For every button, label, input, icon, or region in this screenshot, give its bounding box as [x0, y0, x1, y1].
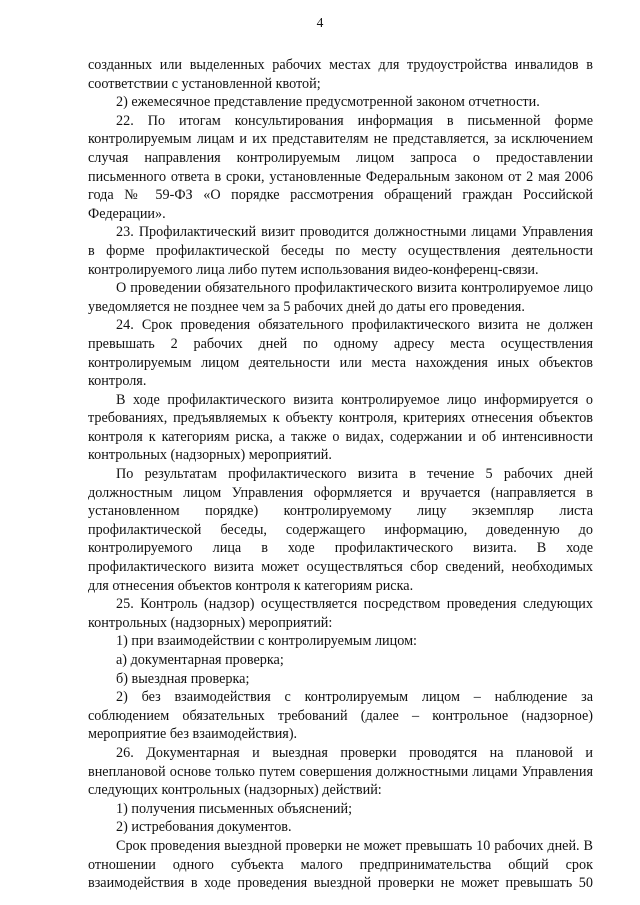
paragraph: 26. Документарная и выездная проверки проводятся на плановой и внеплановой основе только путем совершения должностными лицами Управления следующих контрольных (надзорных) действий:	[88, 744, 593, 799]
document-body	[88, 56, 593, 893]
paragraph: б) выездная проверка;	[116, 670, 250, 687]
paragraph: О проведении обязательного профилактического визита контролируемое лицо уведомляется не позднее чем за 5 рабочих дней до даты его проведения.	[88, 280, 593, 315]
paragraph: В ходе профилактического визита контролируемое лицо информируется о требованиях, предъявляемых к объекту контроля, критериях отнесения объектов контроля к категориям риска, а также о видах, содержании и об интенсивности контрольных (надзорных) мероприятий.	[88, 391, 593, 464]
paragraph: а) документарная проверка;	[116, 652, 284, 668]
page-number: 4	[316, 15, 324, 30]
paragraph: По результатам профилактического визита в течение 5 рабочих дней должностным лицом Управления оформляется и вручается (направляется в установленном порядке) контролируемому лицу экземпляр листа профилактической беседы, содержащего информацию, доведенную до контролируемого лица в ходе профилактического визита. В ходе профилактического визита может осуществляться сбор сведений, необходимых для отнесения объектов контроля к категориям риска.	[88, 466, 593, 594]
paragraph: 1) получения письменных объяснений;	[116, 800, 353, 817]
paragraph: 2) без взаимодействия с контролируемым лицом – наблюдение за соблюдением обязательных требований (далее – контрольное (надзорное) мероприятие без взаимодействия).	[88, 689, 593, 743]
paragraph: 25. Контроль (надзор) осуществляется посредством проведения следующих контрольных (надзорных) мероприятий:	[88, 596, 593, 631]
paragraph: созданных или выделенных рабочих местах для трудоустройства инвалидов в соответствии с установленной квотой;	[88, 57, 593, 92]
paragraph: 22. По итогам консультирования информация в письменной форме контролируемым лицам и их представителям не представляется, за исключением случая направления контролируемым лицом запроса о предоставлении письменного ответа в сроки, установленные Федеральным законом от 2 мая 2006 года № 59-ФЗ «О порядке рассмотрения обращений граждан Российской Федерации».	[88, 112, 593, 222]
paragraph: 2) ежемесячное представление предусмотренной законом отчетности.	[116, 94, 540, 111]
paragraph: Срок проведения выездной проверки не может превышать 10 рабочих дней. В отношении одного субъекта малого предпринимательства общий срок взаимодействия в ходе проведения выездной проверки не может превышать 50	[88, 837, 593, 892]
paragraph: 24. Срок проведения обязательного профилактического визита не должен превышать 2 рабочих дней по одному адресу места осуществления контролируемым лицом деятельности или места нахождения иных объектов контроля.	[88, 317, 593, 390]
paragraph: 1) при взаимодействии с контролируемым лицом:	[116, 633, 417, 650]
paragraph: 2) истребования документов.	[116, 819, 292, 836]
paragraph: 23. Профилактический визит проводится должностными лицами Управления в форме профилактической беседы по месту осуществления деятельности контролируемого лица либо путем использования видео-конференц-связи.	[88, 224, 593, 278]
